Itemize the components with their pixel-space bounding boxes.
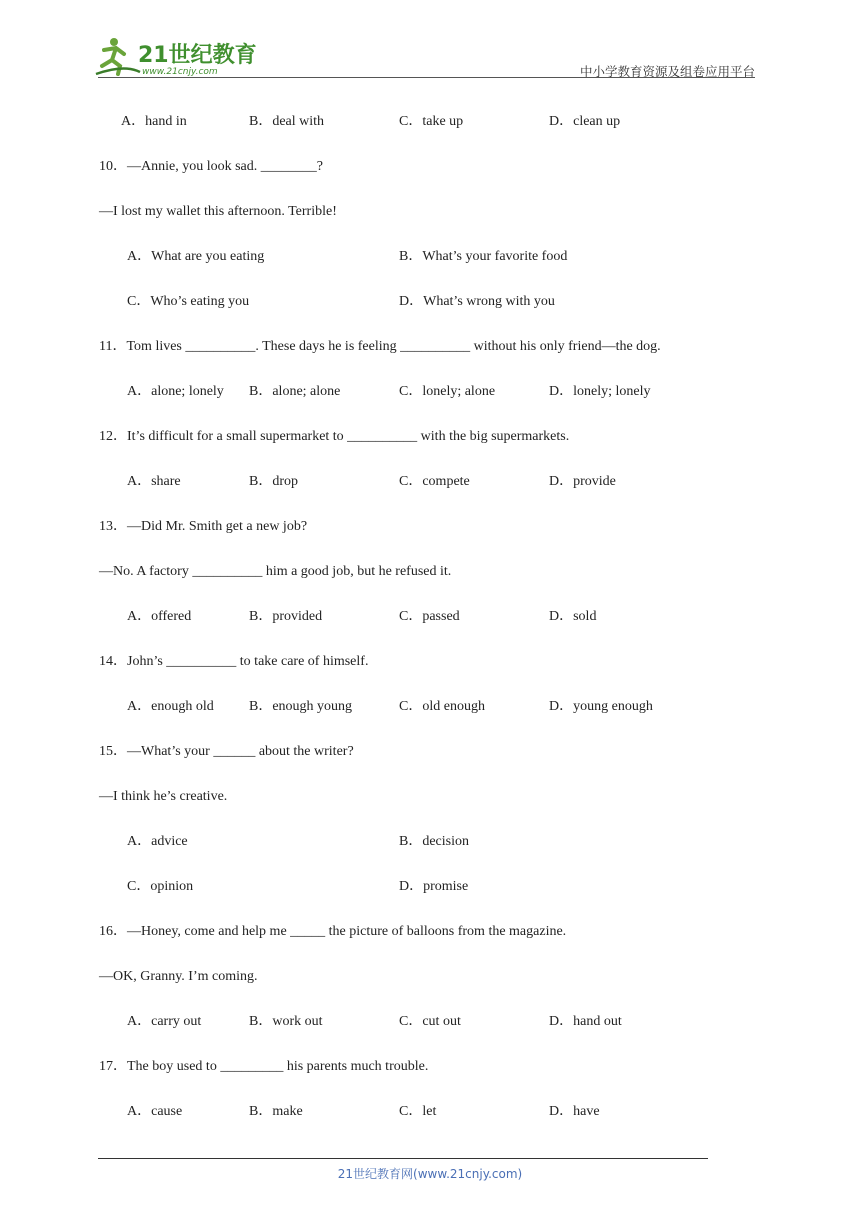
option-d[interactable]: D．young enough — [549, 699, 653, 714]
option-b[interactable]: B．make — [249, 1104, 303, 1119]
site-logo — [94, 36, 264, 78]
option-a[interactable]: A．What are you eating — [127, 249, 265, 264]
q15-options-row2 — [0, 878, 860, 896]
q10-options-row1 — [0, 248, 860, 266]
question-13-reply: —No. A factory __________ him a good job, but he refused it. — [99, 564, 452, 579]
question-11-stem: 11．Tom lives __________. These days he is feeling __________ without his only friend—the dog. — [99, 339, 661, 354]
option-d[interactable]: D．clean up — [549, 114, 621, 129]
option-c[interactable]: C．opinion — [127, 879, 194, 894]
question-13-stem: 13．—Did Mr. Smith get a new job? — [99, 519, 308, 534]
option-a[interactable]: A．share — [127, 474, 181, 489]
site-title: 中小学教育资源及组卷应用平台 — [579, 64, 755, 79]
option-d[interactable]: D．hand out — [549, 1014, 622, 1029]
option-c[interactable]: C．old enough — [399, 699, 485, 714]
option-a[interactable]: A．cause — [127, 1104, 183, 1119]
footer-divider — [98, 1158, 708, 1159]
question-10-reply: —I lost my wallet this afternoon. Terrible! — [99, 204, 337, 219]
option-d[interactable]: D．What’s wrong with you — [399, 294, 555, 309]
question-15-reply: —I think he’s creative. — [99, 789, 228, 804]
q11-options — [0, 383, 860, 401]
question-15-stem: 15．—What’s your ______ about the writer? — [99, 744, 354, 759]
logo-url: www.21cnjy.com — [142, 67, 218, 77]
q15-options-row1 — [0, 833, 860, 851]
option-c[interactable]: C．cut out — [399, 1014, 461, 1029]
option-b[interactable]: B．work out — [249, 1014, 323, 1029]
option-a[interactable]: A．offered — [127, 609, 192, 624]
option-d[interactable]: D．sold — [549, 609, 597, 624]
q12-options — [0, 473, 860, 491]
logo-text: 21世纪教育 — [138, 43, 257, 68]
option-b[interactable]: B．provided — [249, 609, 323, 624]
q14-options — [0, 698, 860, 716]
q16-options — [0, 1013, 860, 1031]
option-b[interactable]: B．decision — [399, 834, 469, 849]
question-12-stem: 12．It’s difficult for a small supermarket to __________ with the big supermarkets. — [99, 429, 570, 444]
question-16-reply: —OK, Granny. I’m coming. — [99, 969, 258, 984]
option-c[interactable]: C．lonely; alone — [399, 384, 496, 399]
option-c[interactable]: C．passed — [399, 609, 460, 624]
option-a[interactable]: A．advice — [127, 834, 188, 849]
option-b[interactable]: B．enough young — [249, 699, 353, 714]
option-a[interactable]: A．alone; lonely — [127, 384, 224, 399]
q13-options — [0, 608, 860, 626]
option-a[interactable]: A．enough old — [127, 699, 214, 714]
question-10-stem: 10．—Annie, you look sad. ________? — [99, 159, 323, 174]
option-d[interactable]: D．promise — [399, 879, 469, 894]
option-b[interactable]: B．deal with — [249, 114, 325, 129]
option-a[interactable]: A．carry out — [127, 1014, 202, 1029]
option-b[interactable]: B．drop — [249, 474, 298, 489]
q9-options — [0, 113, 860, 131]
question-16-stem: 16．—Honey, come and help me _____ the picture of balloons from the magazine. — [99, 924, 567, 939]
option-c[interactable]: C．Who’s eating you — [127, 294, 250, 309]
option-c[interactable]: C．take up — [399, 114, 464, 129]
q10-options-row2 — [0, 293, 860, 311]
option-b[interactable]: B．What’s your favorite food — [399, 249, 568, 264]
option-b[interactable]: B．alone; alone — [249, 384, 341, 399]
option-d[interactable]: D．have — [549, 1104, 600, 1119]
option-c[interactable]: C．let — [399, 1104, 437, 1119]
header-divider — [98, 77, 755, 78]
option-c[interactable]: C．compete — [399, 474, 470, 489]
q17-options — [0, 1103, 860, 1121]
option-a[interactable]: A．hand in — [121, 114, 187, 129]
question-17-stem: 17．The boy used to _________ his parents much trouble. — [99, 1059, 429, 1074]
footer-link[interactable]: 21世纪教育网(www.21cnjy.com) — [337, 1167, 523, 1181]
question-14-stem: 14．John’s __________ to take care of himself. — [99, 654, 369, 669]
option-d[interactable]: D．provide — [549, 474, 616, 489]
option-d[interactable]: D．lonely; lonely — [549, 384, 651, 399]
